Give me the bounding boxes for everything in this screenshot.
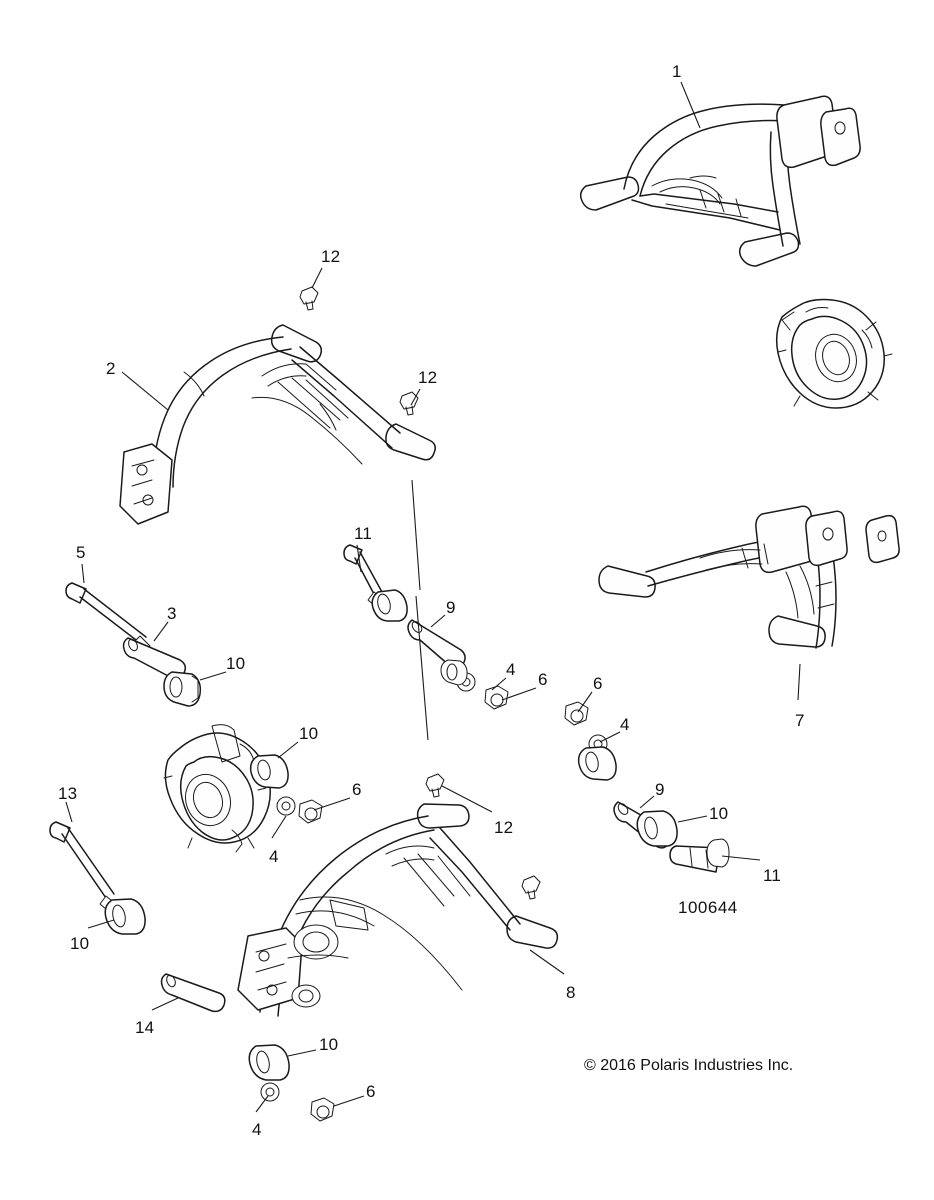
leader-5 — [82, 564, 84, 583]
callout-13: 13 — [58, 784, 78, 803]
callout-11: 11 — [354, 524, 373, 543]
leader-2 — [122, 372, 168, 410]
callout-7: 7 — [795, 711, 805, 730]
callout-4: 4 — [252, 1120, 262, 1139]
callout-8: 8 — [566, 983, 576, 1002]
fastener-12-lower-b — [522, 876, 540, 899]
bearing-carrier-upper — [777, 300, 892, 408]
leader-3 — [154, 622, 168, 641]
callout-10: 10 — [299, 724, 319, 743]
leader-12 — [312, 268, 322, 288]
callout-10: 10 — [70, 934, 90, 953]
leader-10 — [678, 816, 707, 822]
part-10-bushing-d — [251, 755, 288, 788]
part-4-nut-a — [441, 660, 467, 685]
fastener-12-upper-left — [300, 287, 318, 310]
part-6-nut-c — [299, 800, 322, 823]
part-13-bolt — [50, 822, 118, 914]
leader-6 — [334, 1096, 364, 1106]
part-14-sleeve — [162, 974, 225, 1011]
callout-4: 4 — [620, 715, 630, 734]
part-4-bushing-b — [579, 747, 616, 780]
part-10-bushing-b — [372, 590, 407, 621]
callout-6: 6 — [593, 674, 603, 693]
leader-8 — [530, 950, 564, 974]
leader-4 — [256, 1096, 268, 1112]
part-7-control-arm — [599, 506, 899, 648]
callout-12: 12 — [418, 368, 438, 387]
callout-12: 12 — [494, 818, 514, 837]
leader-9 — [640, 796, 654, 808]
callout-1: 1 — [672, 62, 682, 81]
callout-6: 6 — [538, 670, 548, 689]
part-6-nut-b — [565, 702, 588, 725]
part-1-control-arm — [581, 96, 860, 266]
callout-3: 3 — [167, 604, 177, 623]
leader-10 — [278, 742, 298, 758]
callout-9: 9 — [655, 780, 665, 799]
leader-4 — [272, 816, 286, 838]
part-6-nut-d — [311, 1098, 334, 1121]
leader-9 — [431, 615, 445, 627]
leader-13 — [66, 802, 72, 822]
part-10-bushing-f — [249, 1045, 289, 1080]
leader-10 — [200, 672, 226, 680]
leader-14 — [152, 998, 178, 1010]
callout-2: 2 — [106, 359, 116, 378]
part-2-control-arm — [120, 325, 438, 524]
part-4-washer-d — [261, 1083, 279, 1101]
callout-5: 5 — [76, 543, 86, 562]
part-10-bushing-c — [637, 811, 677, 846]
copyright-notice: © 2016 Polaris Industries Inc. — [584, 1057, 794, 1074]
bearing-carrier-lower — [164, 725, 270, 852]
fastener-12-upper-middle — [400, 392, 418, 415]
callout-12: 12 — [321, 247, 341, 266]
part-10-bushing-e — [105, 899, 145, 934]
callout-10: 10 — [319, 1035, 339, 1054]
figure-part-number: 100644 — [678, 898, 738, 917]
callout-4: 4 — [269, 847, 279, 866]
part-4-washer-c — [277, 797, 295, 815]
callout-4: 4 — [506, 660, 516, 679]
part-11-bolt-lower — [670, 839, 729, 872]
part-6-nut-a — [485, 686, 508, 709]
leader-1 — [681, 82, 700, 128]
callout-14: 14 — [135, 1018, 155, 1037]
callout-6: 6 — [352, 780, 362, 799]
leader-10 — [288, 1050, 316, 1056]
leader-7 — [798, 664, 800, 700]
callout-9: 9 — [446, 598, 456, 617]
callout-10: 10 — [226, 654, 246, 673]
fastener-12-lower-a — [426, 774, 444, 797]
part-10-bushing-a — [164, 672, 200, 706]
callout-6: 6 — [366, 1082, 376, 1101]
callout-10: 10 — [709, 804, 729, 823]
callout-11: 11 — [763, 866, 782, 885]
callout-leaders — [66, 82, 800, 1112]
